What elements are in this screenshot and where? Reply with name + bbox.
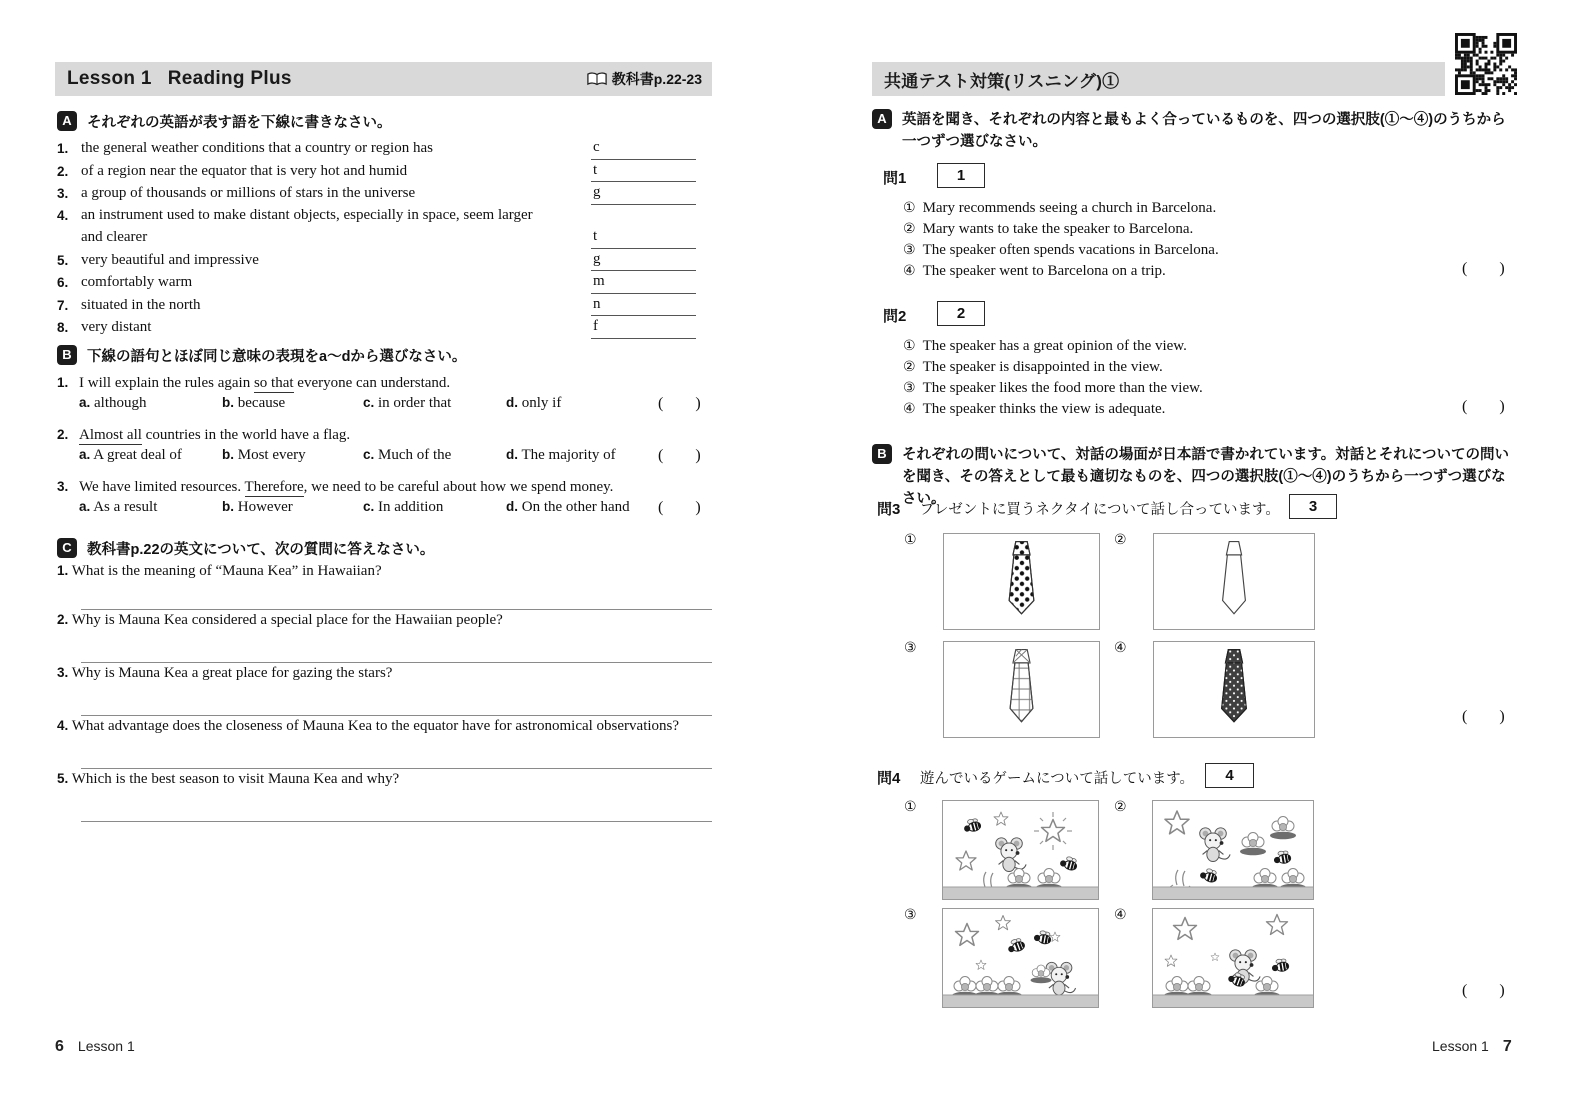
question-item: 4. What advantage does the closeness of Mauna Kea to the equator have for astronomical observations?	[57, 718, 712, 771]
vocab-item-continued: and clearer t	[57, 226, 712, 249]
section-a-chip: A	[57, 111, 77, 131]
listening-option: ④ The speaker went to Barcelona on a trip.	[903, 263, 1166, 279]
q3-label: 問3	[877, 501, 901, 518]
answer-parens: ( )	[1462, 398, 1505, 415]
question-item: 1. What is the meaning of “Mauna Kea” in Hawaiian?	[57, 563, 712, 612]
section-a-instruction: それぞれの英語が表す語を下線に書きなさい。	[87, 115, 392, 131]
textbook-reference	[587, 69, 702, 89]
lesson-subtitle: Reading Plus	[167, 68, 292, 89]
listening-title: 共通テスト対策(リスニング)①	[884, 71, 1120, 91]
synonym-item: 1. I will explain the rules again so that everyone can understand.	[57, 375, 451, 391]
mouse-picking-flowers-bees-above-scene	[943, 909, 1098, 1007]
game-option-4	[1152, 908, 1314, 1008]
answer-blank: n	[591, 294, 696, 317]
vocab-item: 7. situated in the north n	[57, 294, 712, 317]
right-footer	[1432, 1038, 1512, 1056]
left-page-header	[55, 62, 712, 96]
choice-4-num: ④	[1114, 907, 1127, 923]
game-option-1	[942, 800, 1099, 900]
vocab-item: 2. of a region near the equator that is very hot and humid t	[57, 160, 712, 183]
vocab-item: 5. very beautiful and impressive g	[57, 249, 712, 272]
section-b-instruction: それぞれの問いについて、対話の場面が日本語で書かれています。対話とそれについての問いを聞き、その答えとして最も適切なものを、四つの選択肢(①〜④)のうちから一つずつ選びなさい。	[902, 447, 1509, 507]
section-b-chip: B	[872, 444, 892, 464]
q2-options	[903, 336, 1463, 420]
textbook-icon	[587, 72, 607, 87]
choice-2-num: ②	[1114, 532, 1127, 548]
synonym-item: 3. We have limited resources. Therefore, we need to be careful about how we spend money.	[57, 479, 614, 495]
answer-parens: ( )	[658, 395, 701, 412]
q3-answer-box: 3	[1289, 494, 1337, 519]
section-b-left	[57, 345, 712, 517]
listening-option: ② The speaker is disappointed in the view.	[903, 359, 1163, 375]
section-a-right	[872, 109, 1516, 153]
vocab-item: 8. very distant f	[57, 316, 712, 339]
mouse-jumping-with-sparkle-scene	[943, 801, 1098, 899]
mouse-running-with-floating-flowers-scene	[1153, 801, 1313, 899]
question-item: 5. Which is the best season to visit Mauna Kea and why?	[57, 771, 712, 824]
section-c-left	[57, 538, 712, 824]
footer-lesson-label: Lesson 1	[77, 1038, 135, 1054]
answer-line	[81, 609, 712, 610]
game-option-2	[1152, 800, 1314, 900]
q4-label: 問4	[877, 770, 901, 787]
game-option-3	[942, 908, 1099, 1008]
answer-line	[81, 662, 712, 663]
choice-3-num: ③	[904, 640, 917, 656]
answer-blank: t	[591, 226, 696, 249]
choice-1-num: ①	[904, 799, 917, 815]
footer-lesson-label: Lesson 1	[1432, 1038, 1489, 1054]
answer-blank: c	[591, 137, 696, 160]
mouse-holding-bee-scene	[1153, 909, 1313, 1007]
q4-scene-text: 遊んでいるゲームについて話しています。	[920, 771, 1195, 787]
vocab-item: 3. a group of thousands or millions of stars in the universe g	[57, 182, 712, 205]
section-a-instruction: 英語を聞き、それぞれの内容と最もよく合っているものを、四つの選択肢(①〜④)のうちから一つずつ選びなさい。	[902, 112, 1506, 150]
answer-parens: ( )	[1462, 708, 1505, 725]
answer-blank: g	[591, 249, 696, 272]
option-row: a. As a result b. However c. In addition d. On the other hand ( )	[79, 499, 701, 516]
lesson-number: Lesson 1	[67, 68, 152, 89]
answer-parens: ( )	[658, 499, 701, 516]
page-number: 7	[1502, 1038, 1512, 1055]
right-page-header	[872, 62, 1445, 96]
choice-2-num: ②	[1114, 799, 1127, 815]
section-b-instruction: 下線の語句とほぼ同じ意味の表現をa〜dから選びなさい。	[87, 349, 467, 365]
listening-option: ③ The speaker likes the food more than the view.	[903, 380, 1203, 396]
tie-option-4	[1153, 641, 1315, 738]
listening-option: ② Mary wants to take the speaker to Barcelona.	[903, 221, 1194, 237]
section-a-left	[57, 111, 712, 339]
answer-blank: g	[591, 182, 696, 205]
q4-answer-box: 4	[1205, 763, 1254, 788]
choice-3-num: ③	[904, 907, 917, 923]
vocab-item: 1. the general weather conditions that a country or region has c	[57, 137, 712, 160]
tie-option-1	[943, 533, 1100, 630]
listening-option: ③ The speaker often spends vacations in Barcelona.	[903, 242, 1219, 258]
question-item: 3. Why is Mauna Kea a great place for gazing the stars?	[57, 665, 712, 718]
q1-label: 問1	[883, 170, 907, 187]
textbook-ref-label: 教科書p.22-23	[611, 71, 702, 87]
left-footer	[55, 1038, 135, 1056]
listening-option: ④ The speaker thinks the view is adequate.	[903, 401, 1166, 417]
choice-1-num: ①	[904, 532, 917, 548]
underlined-phrase: Almost all	[79, 427, 142, 443]
q3-scene-text: プレゼントに買うネクタイについて話し合っています。	[920, 502, 1280, 518]
answer-line	[81, 715, 712, 716]
vocab-item: 6. comfortably warm m	[57, 271, 712, 294]
underlined-phrase: so that	[253, 375, 294, 391]
option-row: a. A great deal of b. Most every c. Much of the d. The majority of ( )	[79, 447, 701, 464]
answer-parens: ( )	[658, 447, 701, 464]
section-c-chip: C	[57, 538, 77, 558]
listening-option: ① Mary recommends seeing a church in Barcelona.	[903, 200, 1217, 216]
dark-dotted-tie-icon	[1154, 642, 1314, 737]
underlined-phrase: Therefore	[244, 479, 304, 495]
polka-dot-tie-icon	[944, 534, 1099, 629]
plain-tie-icon	[1154, 534, 1314, 629]
q1-answer-box: 1	[937, 163, 985, 188]
option-row: a. although b. because c. in order that d. only if ( )	[79, 395, 701, 412]
page-number: 6	[55, 1038, 64, 1055]
q2-label: 問2	[883, 308, 907, 325]
answer-parens: ( )	[1462, 260, 1505, 277]
answer-blank: m	[591, 271, 696, 294]
section-c-instruction: 教科書p.22の英文について、次の質問に答えなさい。	[87, 542, 435, 558]
plaid-tie-icon	[944, 642, 1099, 737]
vocab-item: 4. an instrument used to make distant objects, especially in space, seem larger	[57, 206, 533, 223]
q2-answer-box: 2	[937, 301, 985, 326]
answer-blank: f	[591, 316, 696, 339]
choice-4-num: ④	[1114, 640, 1127, 656]
section-a-chip: A	[872, 109, 892, 129]
section-b-chip: B	[57, 345, 77, 365]
tie-option-2	[1153, 533, 1315, 630]
answer-line	[81, 821, 712, 822]
q1-options	[903, 198, 1463, 282]
qr-code	[1455, 33, 1517, 95]
answer-parens: ( )	[1462, 982, 1505, 999]
answer-blank: t	[591, 160, 696, 183]
question-item: 2. Why is Mauna Kea considered a special place for the Hawaiian people?	[57, 612, 712, 665]
tie-option-3	[943, 641, 1100, 738]
synonym-item: 2. Almost all countries in the world have a flag.	[57, 427, 351, 443]
answer-line	[81, 768, 712, 769]
lesson-title	[67, 68, 292, 90]
listening-option: ① The speaker has a great opinion of the view.	[903, 338, 1187, 354]
